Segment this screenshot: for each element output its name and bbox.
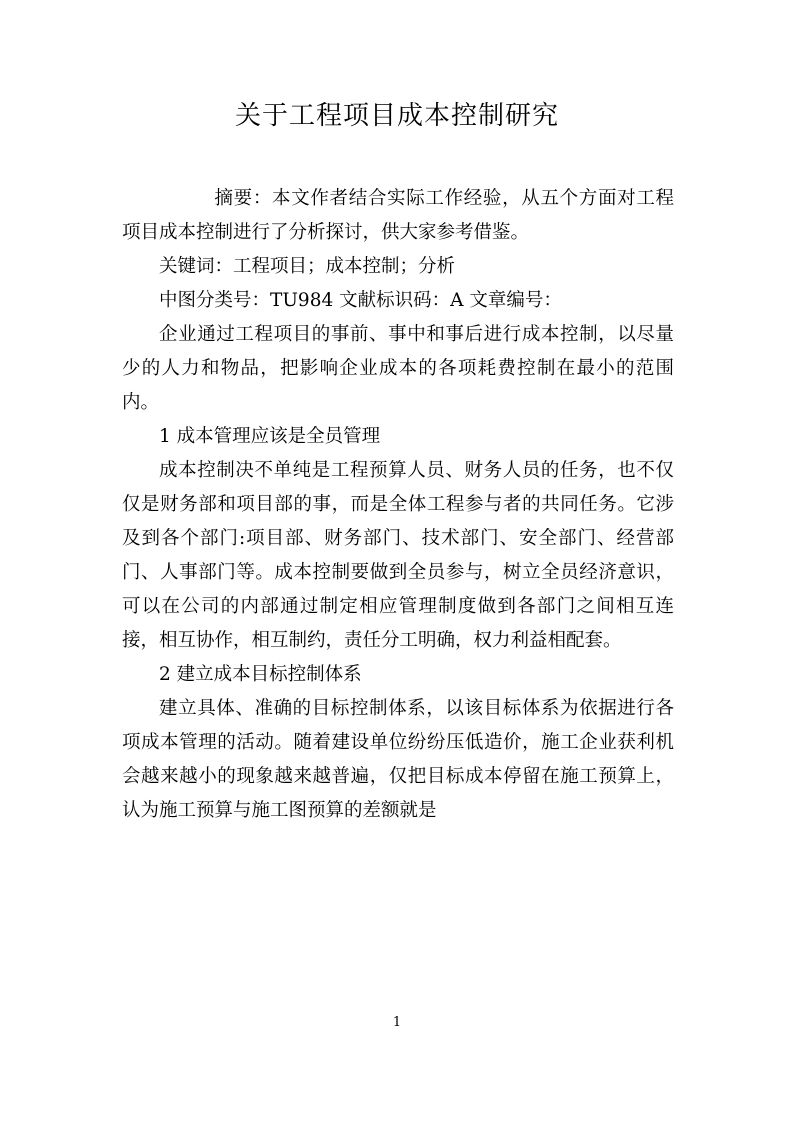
section-2-paragraph: 建立具体、准确的目标控制体系，以该目标体系为依据进行各项成本管理的活动。随着建设单位纷纷压低造价，施工企业获利机会越来越小的现象越来越普遍，仅把目标成本停留在施工预算上，认为施工预算与施工图预算的差额就是 [122, 698, 674, 821]
section-2-heading: 2 建立成本目标控制体系 [159, 664, 362, 685]
section-1-heading: 1 成本管理应该是全员管理 [159, 426, 381, 447]
page-number: 1 [392, 1015, 402, 1030]
classification-line: 中图分类号：TU984 文献标识码：A 文章编号： [159, 290, 562, 311]
abstract-paragraph: 摘要：本文作者结合实际工作经验，从五个方面对工程项目成本控制进行了分析探讨，供大家参考借鉴。 [122, 188, 674, 243]
page-title: 关于工程项目成本控制研究 [234, 101, 559, 131]
intro-paragraph: 企业通过工程项目的事前、事中和事后进行成本控制，以尽量少的人力和物品，把影响企业成本的各项耗费控制在最小的范围内。 [122, 324, 674, 413]
keywords-line: 关键词：工程项目；成本控制；分析 [159, 256, 456, 277]
section-1-paragraph: 成本控制决不单纯是工程预算人员、财务人员的任务，也不仅仅是财务部和项目部的事，而是全体工程参与者的共同任务。它涉及到各个部门:项目部、财务部门、技术部门、安全部门、经营部门、人事部门等。成本控制要做到全员参与，树立全员经济意识，可以在公司的内部通过制定相应管理制度做到各部门之间相互连接，相互协作，相互制约，责任分工明确，权力利益相配套。 [122, 460, 674, 651]
document-body [122, 182, 674, 828]
